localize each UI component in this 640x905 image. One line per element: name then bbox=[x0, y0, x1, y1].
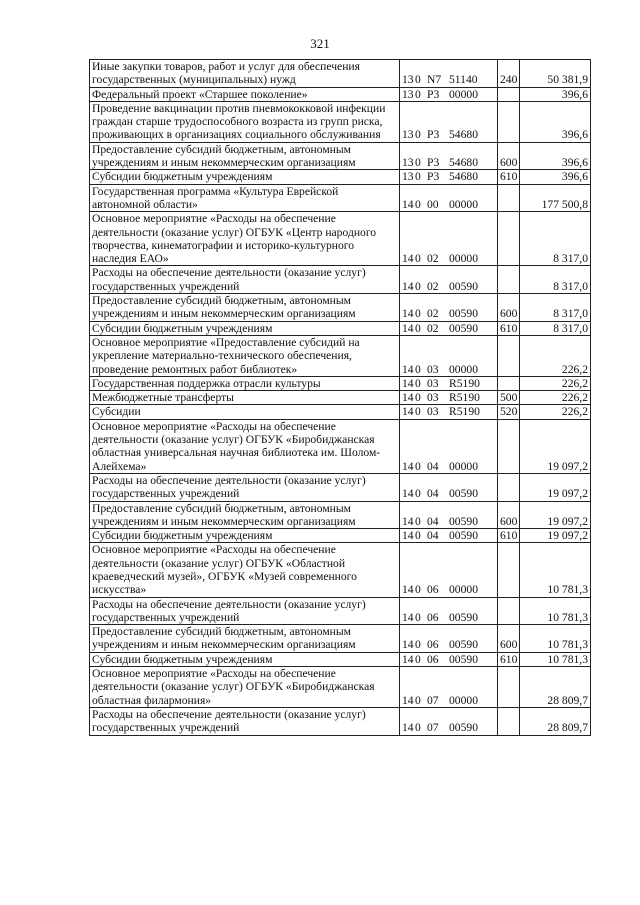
code-part-3: P3 bbox=[427, 87, 440, 101]
table-row bbox=[90, 212, 591, 266]
expense-type-code bbox=[498, 543, 520, 597]
code-part-1: 14 bbox=[402, 197, 414, 211]
code-part-2: 0 bbox=[415, 391, 421, 405]
amount: 396,6 bbox=[520, 142, 591, 170]
amount: 10 781,3 bbox=[520, 543, 591, 597]
expense-type-code: 520 bbox=[498, 405, 520, 419]
code-part-4: 00000 bbox=[449, 583, 478, 597]
target-article-code bbox=[400, 266, 498, 294]
code-part-1: 14 bbox=[402, 459, 414, 473]
table-row bbox=[90, 405, 591, 419]
code-part-1: 14 bbox=[402, 376, 414, 390]
expense-type-code bbox=[498, 419, 520, 473]
code-part-3: 02 bbox=[427, 321, 439, 335]
budget-table-body bbox=[90, 60, 591, 736]
code-part-4: 00590 bbox=[449, 307, 478, 321]
expense-type-code: 240 bbox=[498, 60, 520, 88]
code-part-1: 14 bbox=[402, 391, 414, 405]
code-part-3: 02 bbox=[427, 307, 439, 321]
code-part-4: 00000 bbox=[449, 459, 478, 473]
code-part-1: 14 bbox=[402, 638, 414, 652]
target-article-code bbox=[400, 501, 498, 529]
code-part-4: 00000 bbox=[449, 693, 478, 707]
row-name: Основное мероприятие «Расходы на обеспечение деятельности (оказание услуг) ОГБУК «Биробиджанская областная универсальная научная библиотека им. Шолом-Алейхема» bbox=[90, 419, 400, 473]
target-article-code bbox=[400, 212, 498, 266]
expense-type-code bbox=[498, 667, 520, 708]
table-row bbox=[90, 667, 591, 708]
code-part-1: 14 bbox=[402, 487, 414, 501]
code-part-3: 06 bbox=[427, 638, 439, 652]
expense-type-code bbox=[498, 335, 520, 376]
code-part-4: 54680 bbox=[449, 170, 478, 184]
amount: 226,2 bbox=[520, 335, 591, 376]
code-part-2: 0 bbox=[415, 610, 421, 624]
code-part-3: 03 bbox=[427, 362, 439, 376]
code-part-2: 0 bbox=[415, 652, 421, 666]
code-part-1: 14 bbox=[402, 321, 414, 335]
code-part-3: P3 bbox=[427, 170, 440, 184]
expense-type-code bbox=[498, 212, 520, 266]
expense-type-code: 600 bbox=[498, 294, 520, 322]
code-part-4: 54680 bbox=[449, 156, 478, 170]
row-name: Основное мероприятие «Расходы на обеспечение деятельности (оказание услуг) ОГБУК «Областной краеведческий музей», ОГБУК «Музей современного искусства» bbox=[90, 543, 400, 597]
target-article-code bbox=[400, 473, 498, 501]
table-row bbox=[90, 321, 591, 335]
code-part-2: 0 bbox=[415, 197, 421, 211]
table-row bbox=[90, 707, 591, 735]
row-name: Субсидии бюджетным учреждениям bbox=[90, 529, 400, 543]
target-article-code bbox=[400, 543, 498, 597]
row-name: Субсидии бюджетным учреждениям bbox=[90, 652, 400, 666]
amount: 396,6 bbox=[520, 170, 591, 184]
code-part-3: 02 bbox=[427, 279, 439, 293]
code-part-4: 51140 bbox=[449, 73, 478, 87]
amount: 10 781,3 bbox=[520, 625, 591, 653]
table-row bbox=[90, 266, 591, 294]
expense-type-code: 610 bbox=[498, 321, 520, 335]
code-part-1: 13 bbox=[402, 87, 414, 101]
table-row bbox=[90, 376, 591, 390]
budget-table bbox=[89, 59, 591, 736]
code-part-1: 14 bbox=[402, 362, 414, 376]
row-name: Предоставление субсидий бюджетным, автономным учреждениям и иным некоммерческим организациям bbox=[90, 625, 400, 653]
row-name: Расходы на обеспечение деятельности (оказание услуг) государственных учреждений bbox=[90, 707, 400, 735]
target-article-code bbox=[400, 405, 498, 419]
target-article-code bbox=[400, 294, 498, 322]
row-name: Расходы на обеспечение деятельности (оказание услуг) государственных учреждений bbox=[90, 597, 400, 625]
code-part-4: 00000 bbox=[449, 197, 478, 211]
amount: 19 097,2 bbox=[520, 501, 591, 529]
expense-type-code: 600 bbox=[498, 501, 520, 529]
code-part-4: 00000 bbox=[449, 87, 478, 101]
table-row bbox=[90, 501, 591, 529]
amount: 10 781,3 bbox=[520, 597, 591, 625]
table-row bbox=[90, 625, 591, 653]
code-part-3: 00 bbox=[427, 197, 439, 211]
code-part-1: 14 bbox=[402, 307, 414, 321]
code-part-4: 00590 bbox=[449, 321, 478, 335]
code-part-4: 54680 bbox=[449, 128, 478, 142]
table-row bbox=[90, 294, 591, 322]
expense-type-code: 600 bbox=[498, 625, 520, 653]
code-part-2: 0 bbox=[415, 128, 421, 142]
code-part-1: 14 bbox=[402, 583, 414, 597]
expense-type-code bbox=[498, 473, 520, 501]
code-part-3: 07 bbox=[427, 721, 439, 735]
amount: 177 500,8 bbox=[520, 184, 591, 212]
code-part-4: 00590 bbox=[449, 638, 478, 652]
table-row bbox=[90, 60, 591, 88]
row-name: Субсидии bbox=[90, 405, 400, 419]
code-part-4: 00590 bbox=[449, 610, 478, 624]
target-article-code bbox=[400, 101, 498, 142]
target-article-code bbox=[400, 321, 498, 335]
row-name: Субсидии бюджетным учреждениям bbox=[90, 321, 400, 335]
code-part-3: 04 bbox=[427, 487, 439, 501]
code-part-3: 03 bbox=[427, 391, 439, 405]
code-part-1: 14 bbox=[402, 279, 414, 293]
code-part-3: 03 bbox=[427, 376, 439, 390]
row-name: Основное мероприятие «Расходы на обеспечение деятельности (оказание услуг) ОГБУК «Центр народного творчества, кинематографии и историко-культурного наследия ЕАО» bbox=[90, 212, 400, 266]
code-part-3: 06 bbox=[427, 583, 439, 597]
expense-type-code: 610 bbox=[498, 170, 520, 184]
code-part-3: 04 bbox=[427, 529, 439, 543]
code-part-1: 13 bbox=[402, 128, 414, 142]
code-part-2: 0 bbox=[415, 279, 421, 293]
amount: 396,6 bbox=[520, 87, 591, 101]
code-part-2: 0 bbox=[415, 170, 421, 184]
target-article-code bbox=[400, 391, 498, 405]
amount: 19 097,2 bbox=[520, 419, 591, 473]
target-article-code bbox=[400, 87, 498, 101]
row-name: Проведение вакцинации против пневмококковой инфекции граждан старше трудоспособного возраста из групп риска, проживающих в организациях социального обслуживания bbox=[90, 101, 400, 142]
code-part-4: R5190 bbox=[449, 391, 480, 405]
amount: 28 809,7 bbox=[520, 667, 591, 708]
row-name: Государственная программа «Культура Еврейской автономной области» bbox=[90, 184, 400, 212]
amount: 8 317,0 bbox=[520, 266, 591, 294]
table-row bbox=[90, 652, 591, 666]
code-part-2: 0 bbox=[415, 638, 421, 652]
code-part-2: 0 bbox=[415, 459, 421, 473]
target-article-code bbox=[400, 60, 498, 88]
row-name: Государственная поддержка отрасли культуры bbox=[90, 376, 400, 390]
code-part-1: 13 bbox=[402, 170, 414, 184]
expense-type-code bbox=[498, 376, 520, 390]
code-part-3: 04 bbox=[427, 514, 439, 528]
row-name: Предоставление субсидий бюджетным, автономным учреждениям и иным некоммерческим организациям bbox=[90, 501, 400, 529]
target-article-code bbox=[400, 184, 498, 212]
code-part-3: 04 bbox=[427, 459, 439, 473]
code-part-4: 00590 bbox=[449, 652, 478, 666]
code-part-3: N7 bbox=[427, 73, 442, 87]
target-article-code bbox=[400, 652, 498, 666]
code-part-2: 0 bbox=[415, 721, 421, 735]
code-part-1: 14 bbox=[402, 514, 414, 528]
row-name: Расходы на обеспечение деятельности (оказание услуг) государственных учреждений bbox=[90, 473, 400, 501]
code-part-2: 0 bbox=[415, 362, 421, 376]
code-part-3: 06 bbox=[427, 652, 439, 666]
code-part-4: 00000 bbox=[449, 362, 478, 376]
target-article-code bbox=[400, 335, 498, 376]
target-article-code bbox=[400, 625, 498, 653]
target-article-code bbox=[400, 142, 498, 170]
amount: 226,2 bbox=[520, 405, 591, 419]
row-name: Расходы на обеспечение деятельности (оказание услуг) государственных учреждений bbox=[90, 266, 400, 294]
amount: 396,6 bbox=[520, 101, 591, 142]
code-part-1: 13 bbox=[402, 156, 414, 170]
expense-type-code: 600 bbox=[498, 142, 520, 170]
amount: 19 097,2 bbox=[520, 473, 591, 501]
row-name: Предоставление субсидий бюджетным, автономным учреждениям и иным некоммерческим организациям bbox=[90, 142, 400, 170]
code-part-3: 03 bbox=[427, 405, 439, 419]
code-part-2: 0 bbox=[415, 405, 421, 419]
code-part-4: 00590 bbox=[449, 514, 478, 528]
code-part-4: 00590 bbox=[449, 279, 478, 293]
code-part-2: 0 bbox=[415, 583, 421, 597]
code-part-2: 0 bbox=[415, 156, 421, 170]
code-part-2: 0 bbox=[415, 376, 421, 390]
code-part-4: 00590 bbox=[449, 529, 478, 543]
row-name: Основное мероприятие «Расходы на обеспечение деятельности (оказание услуг) ОГБУК «Биробиджанская областная филармония» bbox=[90, 667, 400, 708]
expense-type-code bbox=[498, 101, 520, 142]
table-row bbox=[90, 87, 591, 101]
code-part-2: 0 bbox=[415, 529, 421, 543]
amount: 19 097,2 bbox=[520, 529, 591, 543]
expense-type-code bbox=[498, 266, 520, 294]
code-part-1: 13 bbox=[402, 73, 414, 87]
row-name: Предоставление субсидий бюджетным, автономным учреждениям и иным некоммерческим организациям bbox=[90, 294, 400, 322]
table-row bbox=[90, 543, 591, 597]
target-article-code bbox=[400, 707, 498, 735]
expense-type-code bbox=[498, 184, 520, 212]
amount: 8 317,0 bbox=[520, 294, 591, 322]
table-row bbox=[90, 184, 591, 212]
row-name: Основное мероприятие «Предоставление субсидий на укрепление материально-технического обеспечения, проведение ремонтных работ библиотек» bbox=[90, 335, 400, 376]
table-row bbox=[90, 170, 591, 184]
code-part-3: 02 bbox=[427, 252, 439, 266]
code-part-1: 14 bbox=[402, 721, 414, 735]
code-part-2: 0 bbox=[415, 321, 421, 335]
code-part-3: 06 bbox=[427, 610, 439, 624]
code-part-4: 00590 bbox=[449, 487, 478, 501]
target-article-code bbox=[400, 376, 498, 390]
code-part-2: 0 bbox=[415, 487, 421, 501]
code-part-3: 07 bbox=[427, 693, 439, 707]
row-name: Федеральный проект «Старшее поколение» bbox=[90, 87, 400, 101]
table-row bbox=[90, 391, 591, 405]
code-part-1: 14 bbox=[402, 610, 414, 624]
code-part-4: 00590 bbox=[449, 721, 478, 735]
code-part-4: R5190 bbox=[449, 376, 480, 390]
table-row bbox=[90, 101, 591, 142]
expense-type-code bbox=[498, 707, 520, 735]
target-article-code bbox=[400, 170, 498, 184]
code-part-2: 0 bbox=[415, 252, 421, 266]
code-part-3: P3 bbox=[427, 156, 440, 170]
code-part-1: 14 bbox=[402, 405, 414, 419]
code-part-2: 0 bbox=[415, 87, 421, 101]
table-row bbox=[90, 335, 591, 376]
table-row bbox=[90, 142, 591, 170]
row-name: Субсидии бюджетным учреждениям bbox=[90, 170, 400, 184]
expense-type-code: 500 bbox=[498, 391, 520, 405]
code-part-1: 14 bbox=[402, 652, 414, 666]
expense-type-code bbox=[498, 87, 520, 101]
code-part-1: 14 bbox=[402, 252, 414, 266]
code-part-2: 0 bbox=[415, 693, 421, 707]
code-part-2: 0 bbox=[415, 514, 421, 528]
row-name: Иные закупки товаров, работ и услуг для обеспечения государственных (муниципальных) нужд bbox=[90, 60, 400, 88]
target-article-code bbox=[400, 529, 498, 543]
table-row bbox=[90, 597, 591, 625]
code-part-1: 14 bbox=[402, 529, 414, 543]
code-part-4: 00000 bbox=[449, 252, 478, 266]
target-article-code bbox=[400, 597, 498, 625]
amount: 8 317,0 bbox=[520, 212, 591, 266]
expense-type-code: 610 bbox=[498, 652, 520, 666]
code-part-2: 0 bbox=[415, 73, 421, 87]
amount: 10 781,3 bbox=[520, 652, 591, 666]
amount: 8 317,0 bbox=[520, 321, 591, 335]
expense-type-code: 610 bbox=[498, 529, 520, 543]
table-row bbox=[90, 473, 591, 501]
code-part-3: P3 bbox=[427, 128, 440, 142]
code-part-1: 14 bbox=[402, 693, 414, 707]
page-number: 321 bbox=[310, 36, 330, 51]
code-part-2: 0 bbox=[415, 307, 421, 321]
amount: 226,2 bbox=[520, 391, 591, 405]
table-row bbox=[90, 419, 591, 473]
expense-type-code bbox=[498, 597, 520, 625]
table-row bbox=[90, 529, 591, 543]
target-article-code bbox=[400, 667, 498, 708]
target-article-code bbox=[400, 419, 498, 473]
amount: 50 381,9 bbox=[520, 60, 591, 88]
amount: 226,2 bbox=[520, 376, 591, 390]
row-name: Межбюджетные трансферты bbox=[90, 391, 400, 405]
code-part-4: R5190 bbox=[449, 405, 480, 419]
amount: 28 809,7 bbox=[520, 707, 591, 735]
